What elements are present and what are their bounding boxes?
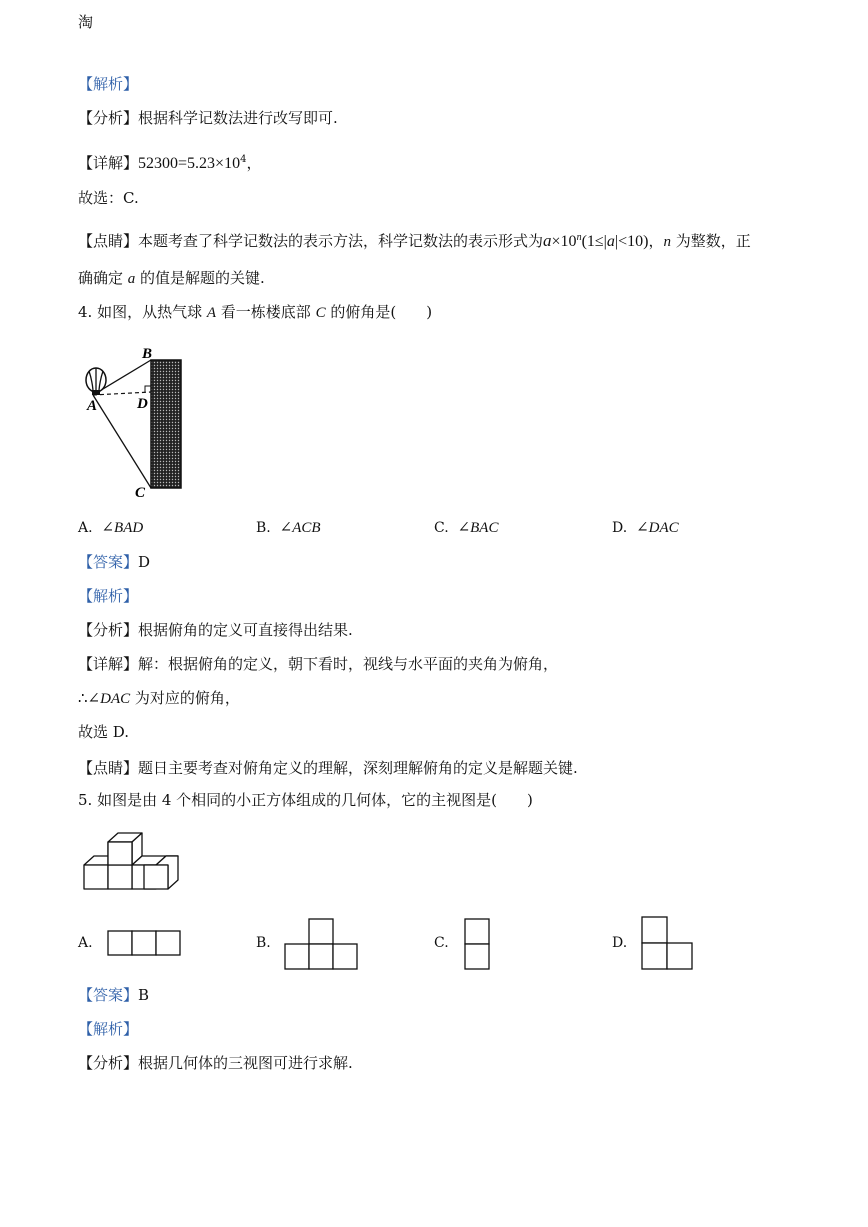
q3-dianjing-line2-b: 的值是解题的关键. [135, 269, 265, 287]
q5-stem: 5. 如图是由 4 个相同的小正方体组成的几何体，它的主视图是( ) [78, 791, 533, 809]
q4-xiangjie-text: 解：根据俯角的定义，朝下看时，视线与水平面的夹角为俯角， [138, 655, 559, 673]
q3-a-var: a [127, 271, 136, 287]
q4-answer-value: D [138, 553, 151, 571]
q3-xiangjie-end: ， [246, 154, 262, 172]
q3-fenxi-text: 根据科学记数法进行改写即可. [138, 109, 338, 127]
q3-dianjing-comma: ， [648, 232, 664, 250]
q4-option-d[interactable] [612, 518, 679, 537]
q4-option-a-letter: A. [78, 520, 93, 536]
label-a: A [87, 398, 98, 414]
q3-xiangjie-tag: 【详解】 [78, 154, 139, 172]
q4-option-a-angle: ∠BAD [101, 520, 144, 536]
label-d: D [137, 396, 148, 412]
q5-option-a-letter[interactable]: A. [78, 935, 93, 951]
q3-n-var: n [663, 234, 671, 250]
q5-option-c-letter[interactable]: C. [434, 935, 449, 951]
q3-dianjing-line2 [78, 268, 265, 289]
q5-answer-value: B [138, 986, 150, 1004]
q5-fenxi [78, 1053, 353, 1073]
q4-dianjing-tag: 【点睛】 [78, 759, 139, 777]
q5-option-d-figure[interactable] [641, 916, 693, 970]
q3-xiangjie-number: 52300=5.23×10 [138, 155, 241, 172]
q4-dianjing [78, 758, 578, 778]
q5-jiexi-label: 【解析】 [78, 1020, 139, 1038]
q5-option-d-letter[interactable]: D. [612, 935, 628, 951]
q3-formula-a: a [543, 231, 552, 250]
q4-therefore-text: 为对应的俯角， [130, 689, 240, 707]
q4-option-c-angle: ∠BAC [457, 520, 499, 536]
q4-therefore-symbol: ∴ [78, 689, 88, 707]
building-rect [151, 360, 181, 488]
right-angle-mark [145, 386, 151, 392]
q5-answer-tag: 【答案】 [78, 986, 139, 1004]
q3-xiangjie-exp: 4 [240, 154, 247, 165]
q4-figure [78, 340, 198, 505]
q3-dianjing-tag: 【点睛】 [78, 232, 139, 250]
q3-formula-n: n [576, 232, 582, 243]
q3-formula-paren: (1≤| [581, 233, 607, 250]
q3-dianjing-text: 本题考查了科学记数法的表示方法，科学记数法的表示形式为 [138, 232, 544, 250]
q4-therefore [78, 688, 240, 709]
q4-stem [78, 302, 432, 323]
q4-fenxi-text: 根据俯角的定义可直接得出结果. [138, 621, 353, 639]
q5-option-c-figure[interactable] [464, 918, 491, 970]
q4-var-c: C [315, 305, 326, 321]
q4-var-a: A [206, 305, 217, 321]
q3-fenxi [78, 108, 338, 128]
q4-stem-c: 的俯角是( ) [325, 303, 433, 321]
q3-xiangjie [78, 150, 261, 174]
q3-guxuan: 故选：C. [78, 189, 139, 207]
q3-jiexi-label: 【解析】 [78, 75, 139, 93]
q4-option-d-angle: ∠DAC [636, 520, 679, 536]
q5-answer [78, 985, 149, 1005]
q4-option-b[interactable] [256, 518, 321, 537]
q4-option-b-letter: B. [256, 520, 271, 536]
q4-fenxi-tag: 【分析】 [78, 621, 139, 639]
q3-formula-times: ×10 [551, 233, 577, 250]
label-c: C [135, 485, 146, 501]
line-ad-dashed [93, 392, 151, 395]
q5-fenxi-tag: 【分析】 [78, 1054, 139, 1072]
q4-option-c[interactable] [434, 518, 498, 537]
q4-guxuan: 故选 D. [78, 723, 130, 741]
q4-dianjing-text: 题日主要考查对俯角定义的理解，深刻理解俯角的定义是解题关键. [138, 759, 578, 777]
q3-dianjing-line1 [78, 228, 751, 252]
q4-answer [78, 552, 150, 572]
q4-xiangjie [78, 654, 558, 674]
label-b: B [142, 346, 153, 362]
q3-formula-close: |<10) [614, 233, 649, 250]
q4-xiangjie-tag: 【详解】 [78, 655, 139, 673]
q5-option-b-figure[interactable] [284, 918, 358, 970]
q5-option-b-letter[interactable]: B. [256, 935, 271, 951]
q4-option-b-angle: ∠ACB [279, 520, 321, 536]
q4-option-c-letter: C. [434, 520, 449, 536]
header-char: 淘 [78, 13, 94, 31]
q4-answer-tag: 【答案】 [78, 553, 139, 571]
q4-option-a[interactable] [78, 518, 143, 537]
q3-formula-a2: a [606, 233, 615, 250]
q3-fenxi-tag: 【分析】 [78, 109, 139, 127]
q4-therefore-angle: ∠DAC [87, 691, 131, 707]
q5-fenxi-text: 根据几何体的三视图可进行求解. [138, 1054, 353, 1072]
q5-cube-figure [80, 828, 180, 894]
q4-option-d-letter: D. [612, 520, 628, 536]
q4-fenxi [78, 620, 353, 640]
q3-dianjing-line2-a: 确确定 [78, 269, 128, 287]
q4-jiexi-label: 【解析】 [78, 587, 139, 605]
q5-option-a-figure[interactable] [107, 930, 181, 956]
q4-stem-b: 看一栋楼底部 [216, 303, 316, 321]
q3-dianjing-tail: 为整数，正 [670, 232, 751, 250]
q4-stem-a: 4. 如图，从热气球 [78, 303, 207, 321]
